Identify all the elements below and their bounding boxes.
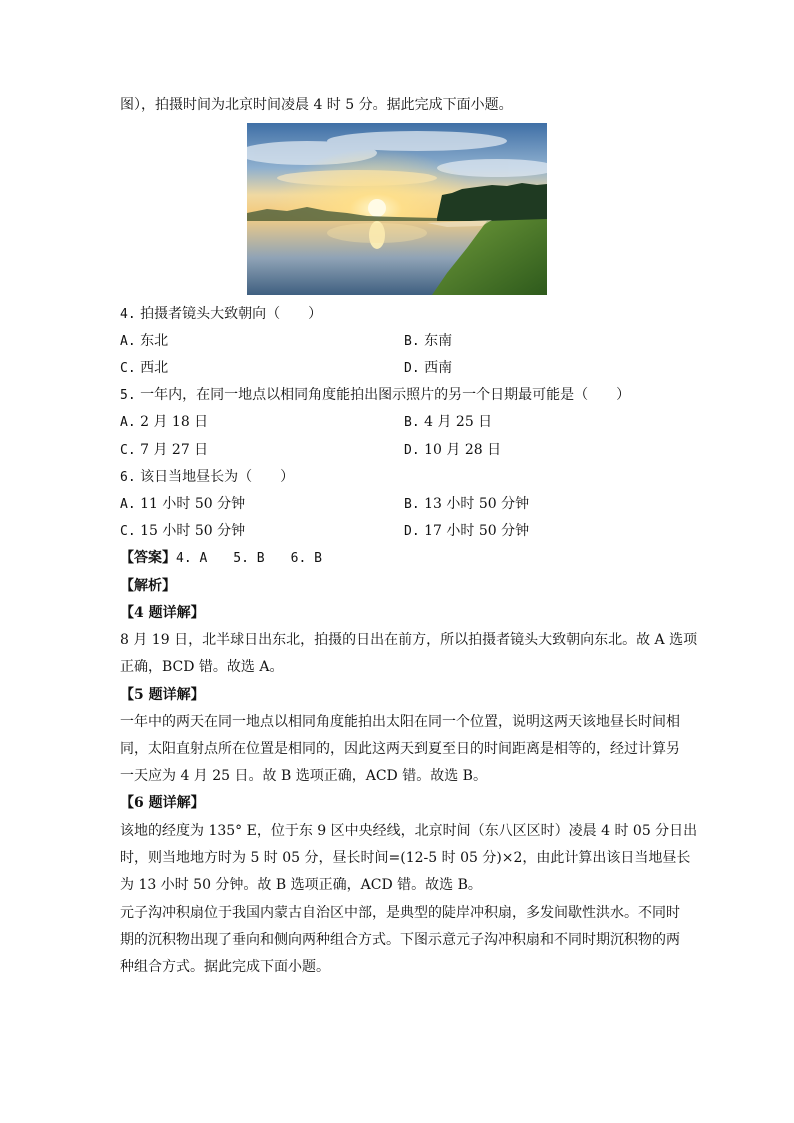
answer-line — [120, 548, 322, 569]
option-letter: C. — [120, 361, 136, 376]
option-letter: A. — [120, 334, 136, 349]
detail-6-heading: 【6 题详解】 — [120, 795, 205, 811]
option-c — [120, 440, 208, 461]
option-a — [120, 331, 168, 352]
option-text: 7 月 27 日 — [140, 442, 209, 458]
next-intro-line-2: 期的沉积物出现了垂向和侧向两种组合方式。下图示意元子沟冲积扇和不同时期沉积物的两 — [120, 932, 680, 948]
option-letter: C. — [120, 524, 136, 539]
next-intro-line-1: 元子沟冲积扇位于我国内蒙古自治区中部，是典型的陡岸冲积扇，多发间歇性洪水。不同时 — [120, 905, 680, 921]
intro-text: 图），拍摄时间为北京时间凌晨 4 时 5 分。据此完成下面小题。 — [120, 97, 513, 113]
option-letter: B. — [404, 334, 420, 349]
option-letter: A. — [120, 415, 136, 430]
option-a — [120, 412, 208, 433]
option-letter: D. — [404, 361, 420, 376]
option-letter: D. — [404, 443, 420, 458]
detail-4-line-2: 正确，BCD 错。故选 A。 — [120, 659, 284, 675]
question-stem: 该日当地昼长为（ ） — [140, 469, 295, 485]
question-number: 4. — [120, 307, 136, 322]
question-stem: 一年内，在同一地点以相同角度能拍出图示照片的另一个日期最可能是（ ） — [140, 387, 631, 403]
answer-label: 【答案】 — [120, 550, 176, 566]
option-c — [120, 521, 245, 542]
option-text: 15 小时 50 分钟 — [140, 523, 246, 539]
option-d — [404, 521, 529, 542]
option-text: 10 月 28 日 — [424, 442, 502, 458]
detail-4-line-1: 8 月 19 日，北半球日出东北，拍摄的日出在前方，所以拍摄者镜头大致朝向东北。故 A 选项 — [120, 632, 698, 648]
sun-icon — [368, 199, 386, 217]
detail-6-line-1: 该地的经度为 135° E，位于东 9 区中央经线，北京时间（东八区区时）凌晨 4 时 05 分日出 — [120, 823, 698, 839]
option-text: 17 小时 50 分钟 — [424, 523, 530, 539]
detail-6-line-2: 时，则当地地方时为 5 时 05 分，昼长时间=(12-5 时 05 分)×2，由此计算出该日当地昼长 — [120, 850, 691, 866]
option-letter: C. — [120, 443, 136, 458]
option-letter: A. — [120, 497, 136, 512]
option-b — [404, 494, 529, 515]
option-text: 西南 — [424, 360, 453, 376]
option-text: 13 小时 50 分钟 — [424, 496, 530, 512]
option-b — [404, 331, 452, 352]
detail-5-line-3: 一天应为 4 月 25 日。故 B 选项正确，ACD 错。故选 B。 — [120, 768, 487, 784]
option-text: 4 月 25 日 — [424, 414, 493, 430]
option-c — [120, 358, 168, 379]
detail-5-line-2: 同，太阳直射点所在位置是相同的，因此这两天到夏至日的时间距离是相等的，经过计算另 — [120, 741, 680, 757]
option-text: 东南 — [424, 333, 453, 349]
option-b — [404, 412, 492, 433]
next-intro-line-3: 种组合方式。据此完成下面小题。 — [120, 959, 330, 975]
question-4 — [120, 304, 322, 325]
option-letter: B. — [404, 497, 420, 512]
option-text: 西北 — [140, 360, 169, 376]
answer-values: 4. A 5. B 6. B — [176, 551, 322, 566]
option-text: 2 月 18 日 — [140, 414, 209, 430]
question-stem: 拍摄者镜头大致朝向（ ） — [140, 306, 323, 322]
question-6 — [120, 467, 294, 488]
option-d — [404, 358, 452, 379]
option-d — [404, 440, 501, 461]
option-letter: B. — [404, 415, 420, 430]
question-5 — [120, 385, 630, 406]
analysis-label: 【解析】 — [120, 578, 176, 594]
sunrise-lake-photo — [247, 123, 547, 295]
question-number: 5. — [120, 388, 136, 403]
option-text: 东北 — [140, 333, 169, 349]
option-a — [120, 494, 245, 515]
detail-6-line-3: 为 13 小时 50 分钟。故 B 选项正确，ACD 错。故选 B。 — [120, 877, 482, 893]
detail-5-heading: 【5 题详解】 — [120, 687, 205, 703]
question-number: 6. — [120, 470, 136, 485]
detail-5-line-1: 一年中的两天在同一地点以相同角度能拍出太阳在同一个位置，说明这两天该地昼长时间相 — [120, 714, 680, 730]
detail-4-heading: 【4 题详解】 — [120, 605, 205, 621]
option-letter: D. — [404, 524, 420, 539]
option-text: 11 小时 50 分钟 — [140, 496, 246, 512]
